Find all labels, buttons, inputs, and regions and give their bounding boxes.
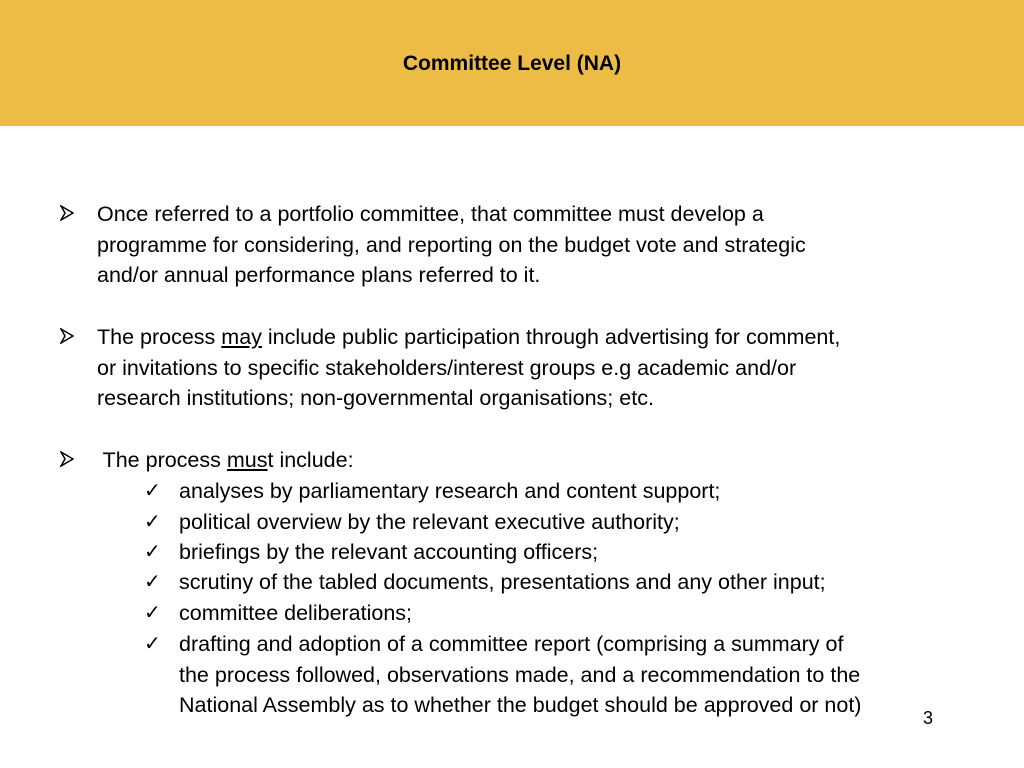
bullet-text-line [97,445,997,476]
bullet-item [97,199,997,291]
checklist-text-line: National Assembly as to whether the budget should be approved or not) [179,693,862,717]
slide-title: Committee Level (NA) [402,52,622,75]
checklist-text: political overview by the relevant executive authority; [179,510,680,534]
bullet-text-line: and/or annual performance plans referred to it. [97,263,541,287]
checkmark-icon: ✓ [144,511,161,533]
bullet-text-prefix: The process [97,325,222,349]
arrow-bullet-icon [60,199,74,230]
checklist-text: scrutiny of the tabled documents, presentations and any other input; [179,570,826,594]
bullet-text-line: programme for considering, and reporting on the budget vote and strategic [97,232,806,257]
checklist-item [144,537,1009,568]
checklist-text: committee deliberations; [179,601,413,625]
checklist-item [144,629,1009,721]
bullet-text-line: research institutions; non-governmental organisations; etc. [97,386,654,410]
arrow-bullet-icon [60,322,74,353]
bullet-text-line [97,322,997,353]
checklist-text-line: drafting and adoption of a committee report (comprising a summary of [179,632,844,656]
checkmark-icon: ✓ [144,602,161,624]
bullet-emphasis: mus [226,448,268,472]
checklist-item [144,507,1009,538]
bullet-item [97,445,997,476]
checklist-item [144,476,1009,507]
arrow-bullet-icon [60,445,74,476]
bullet-item [97,322,997,414]
checkmark-icon: ✓ [144,480,161,502]
checklist-item [144,598,1009,629]
bullet-emphasis: may [221,325,262,349]
bullet-text-suffix: t include: [267,448,354,472]
checkmark-icon: ✓ [144,571,161,593]
checkmark-icon: ✓ [144,633,161,655]
checklist-item [144,567,1009,598]
checklist-text-line: the process followed, observations made, and a recommendation to the [179,662,861,687]
page-number: 3 [923,708,934,728]
checklist-text: briefings by the relevant accounting officers; [179,540,599,564]
bullet-text-line: Once referred to a portfolio committee, that committee must develop a [97,202,764,226]
bullet-text-suffix: include public participation through advertising for comment, [261,325,841,349]
checkmark-icon: ✓ [144,541,161,563]
checklist-text: analyses by parliamentary research and content support; [179,479,721,503]
bullet-text-line: or invitations to specific stakeholders/interest groups e.g academic and/or [97,355,797,380]
bullet-text-prefix: The process [97,448,227,472]
